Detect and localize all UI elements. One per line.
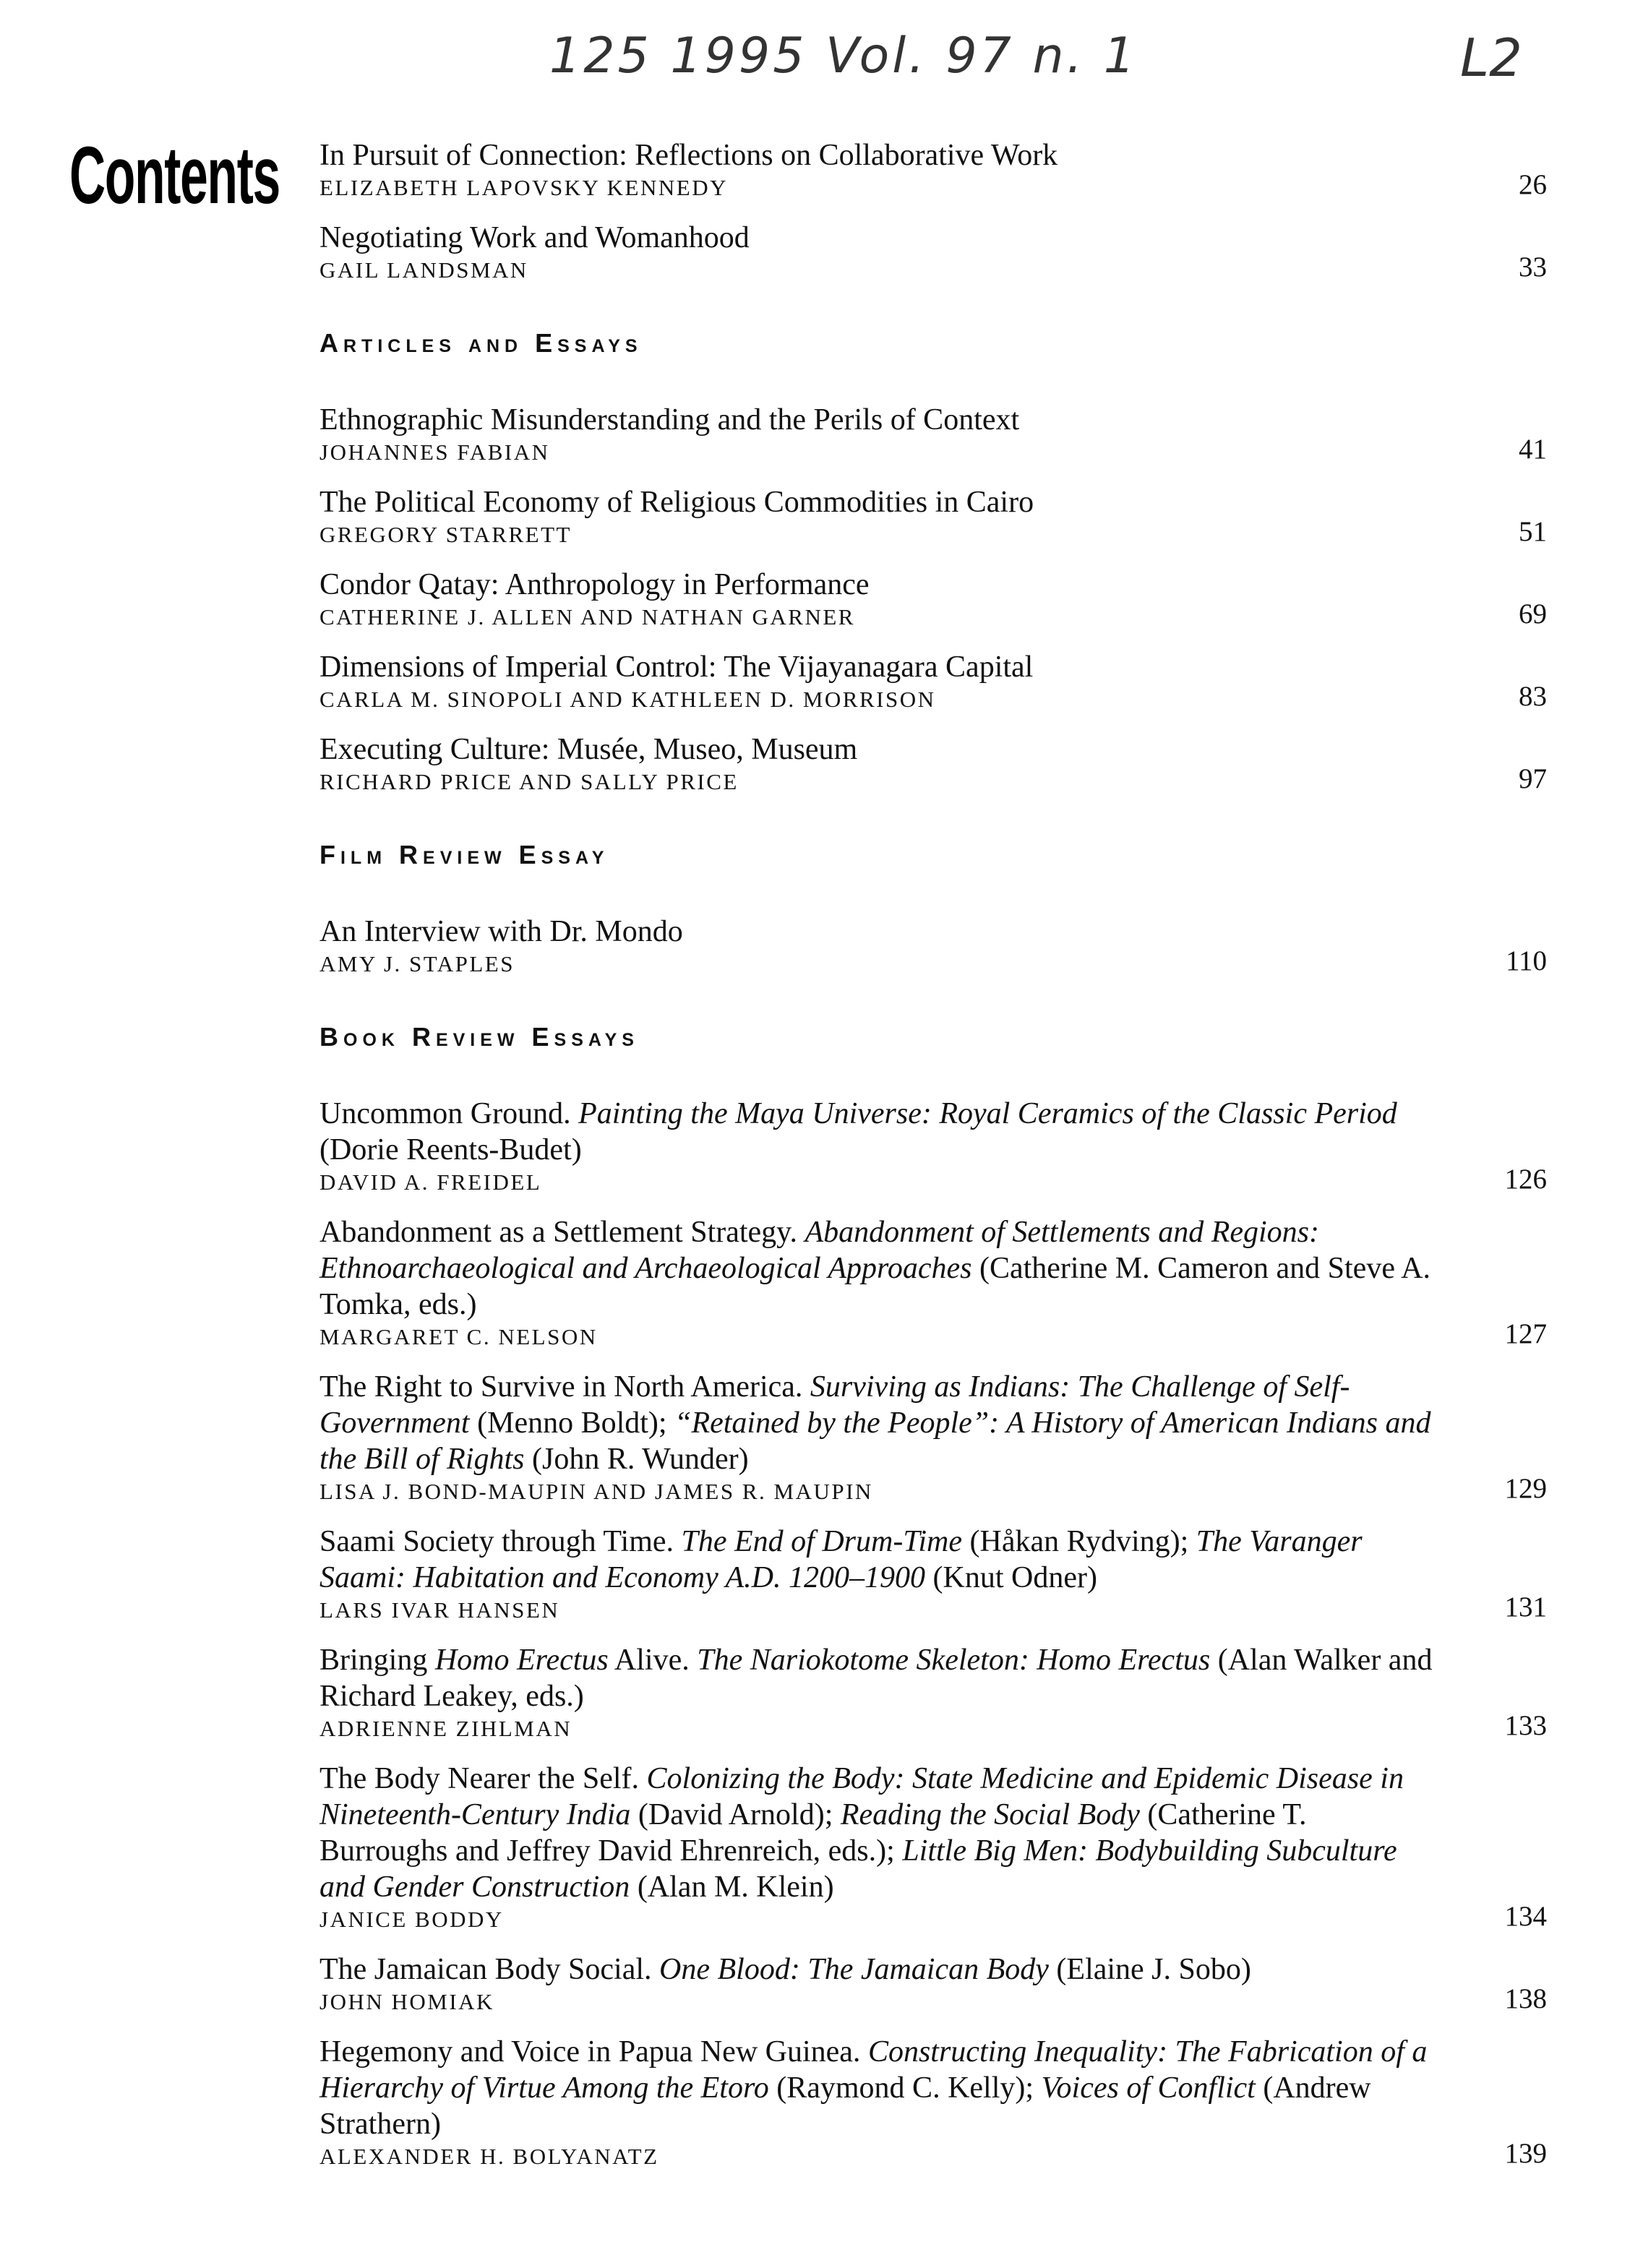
entry-title: The Body Nearer the Self. Colonizing the Body: State Medicine and Epidemic Disease in Nineteenth-Century India (David Arnold); Reading the Social Body (Catherine T. Burroughs and Jeffrey David Ehrenreich, eds.); Little Big Men: Bodybuilding Subculture and Gender Construction (Alan M. Klein) bbox=[319, 1762, 1404, 1904]
toc-entry bbox=[319, 1761, 1547, 1934]
entry-title: Saami Society through Time. The End of Drum-Time (Håkan Rydving); The Varanger Saami: Habitation and Economy A.D. 1200–1900 (Knut Odner) bbox=[319, 1525, 1363, 1594]
entry-page-number: 110 bbox=[1505, 945, 1547, 976]
entry-title: The Right to Survive in North America. Surviving as Indians: The Challenge of Self-Government (Menno Boldt); “Retained by the People”: A History of American Indians and the Bill of Rights (John R. Wunder) bbox=[319, 1370, 1431, 1476]
entry-title: The Jamaican Body Social. One Blood: The Jamaican Body (Elaine J. Sobo) bbox=[319, 1953, 1251, 1986]
entry-title: An Interview with Dr. Mondo bbox=[319, 915, 683, 948]
section-heading: Articles and Essays bbox=[319, 328, 643, 358]
entry-author: MARGARET C. NELSON bbox=[319, 1324, 598, 1349]
toc-entry bbox=[319, 1524, 1547, 1625]
entry-author: DAVID A. FREIDEL bbox=[319, 1169, 542, 1195]
toc-entry bbox=[319, 567, 1547, 632]
entry-page-number: 126 bbox=[1504, 1164, 1547, 1195]
entry-author: CATHERINE J. ALLEN AND NATHAN GARNER bbox=[319, 604, 855, 630]
entry-title: Ethnographic Misunderstanding and the Perils of Context bbox=[319, 403, 1020, 437]
entry-title: Negotiating Work and Womanhood bbox=[319, 221, 750, 254]
entry-author: JOHANNES FABIAN bbox=[319, 439, 550, 465]
contents-heading: Contents bbox=[69, 130, 280, 220]
toc-entry bbox=[319, 402, 1547, 467]
entry-page-number: 69 bbox=[1519, 598, 1547, 630]
handwritten-code: L2 bbox=[1460, 27, 1522, 88]
toc-entry bbox=[319, 1951, 1547, 2016]
entry-title: Uncommon Ground. Painting the Maya Universe: Royal Ceramics of the Classic Period (Dorie Reents-Budet) bbox=[319, 1097, 1397, 1167]
entry-page-number: 134 bbox=[1504, 1901, 1547, 1932]
entry-title: Executing Culture: Musée, Museo, Museum bbox=[319, 733, 858, 766]
entry-page-number: 127 bbox=[1504, 1318, 1547, 1349]
toc-entry bbox=[319, 1369, 1547, 1506]
handwritten-note: 125 1995 Vol. 97 n. 1 bbox=[549, 27, 1138, 85]
entry-author: ALEXANDER H. BOLYANATZ bbox=[319, 2144, 659, 2169]
entry-page-number: 138 bbox=[1504, 1983, 1547, 2014]
toc-entry bbox=[319, 137, 1547, 202]
toc-entry bbox=[319, 484, 1547, 549]
entry-author: JANICE BODDY bbox=[319, 1907, 504, 1932]
entry-page-number: 51 bbox=[1519, 516, 1547, 547]
entry-title: In Pursuit of Connection: Reflections on Collaborative Work bbox=[319, 139, 1058, 172]
entry-author: AMY J. STAPLES bbox=[319, 951, 515, 976]
toc-entry bbox=[319, 1214, 1547, 1352]
entry-author: CARLA M. SINOPOLI AND KATHLEEN D. MORRISON bbox=[319, 687, 936, 712]
entry-page-number: 139 bbox=[1504, 2138, 1547, 2169]
section-heading: Film Review Essay bbox=[319, 840, 609, 869]
toc-entry bbox=[319, 914, 1547, 979]
table-of-contents bbox=[319, 137, 1547, 2188]
entry-author: RICHARD PRICE AND SALLY PRICE bbox=[319, 769, 739, 794]
entry-page-number: 26 bbox=[1519, 169, 1547, 200]
toc-entry bbox=[319, 1642, 1547, 1743]
toc-entry bbox=[319, 731, 1547, 796]
entry-title: Bringing Homo Erectus Alive. The Nariokotome Skeleton: Homo Erectus (Alan Walker and Richard Leakey, eds.) bbox=[319, 1644, 1433, 1713]
toc-entry bbox=[319, 220, 1547, 285]
entry-author: LARS IVAR HANSEN bbox=[319, 1597, 560, 1623]
entry-author: ELIZABETH LAPOVSKY KENNEDY bbox=[319, 175, 728, 200]
section-heading: Book Review Essays bbox=[319, 1022, 639, 1052]
entry-page-number: 33 bbox=[1519, 252, 1547, 283]
entry-page-number: 41 bbox=[1519, 434, 1547, 465]
entry-title: Dimensions of Imperial Control: The Vijayanagara Capital bbox=[319, 650, 1034, 684]
toc-entry bbox=[319, 1096, 1547, 1197]
toc-entry bbox=[319, 2034, 1547, 2171]
entry-title: The Political Economy of Religious Commodities in Cairo bbox=[319, 486, 1034, 519]
entry-page-number: 129 bbox=[1504, 1473, 1547, 1504]
entry-page-number: 133 bbox=[1504, 1710, 1547, 1741]
entry-title: Hegemony and Voice in Papua New Guinea. Constructing Inequality: The Fabrication of a Hierarchy of Virtue Among the Etoro (Raymond C. Kelly); Voices of Conflict (Andrew Strathern) bbox=[319, 2035, 1428, 2141]
entry-page-number: 97 bbox=[1519, 763, 1547, 794]
entry-author: JOHN HOMIAK bbox=[319, 1989, 494, 2014]
entry-title: Abandonment as a Settlement Strategy. Abandonment of Settlements and Regions: Ethnoarchaeological and Archaeological Approaches (Catherine M. Cameron and Steve A. Tomka, eds.) bbox=[319, 1216, 1430, 1321]
entry-author: LISA J. BOND-MAUPIN AND JAMES R. MAUPIN bbox=[319, 1479, 873, 1504]
entry-title: Condor Qatay: Anthropology in Performance bbox=[319, 568, 870, 601]
entry-author: ADRIENNE ZIHLMAN bbox=[319, 1716, 572, 1741]
entry-page-number: 131 bbox=[1504, 1592, 1547, 1623]
entry-page-number: 83 bbox=[1519, 681, 1547, 712]
toc-entry bbox=[319, 649, 1547, 714]
entry-author: GAIL LANDSMAN bbox=[319, 257, 528, 283]
entry-author: GREGORY STARRETT bbox=[319, 522, 572, 547]
